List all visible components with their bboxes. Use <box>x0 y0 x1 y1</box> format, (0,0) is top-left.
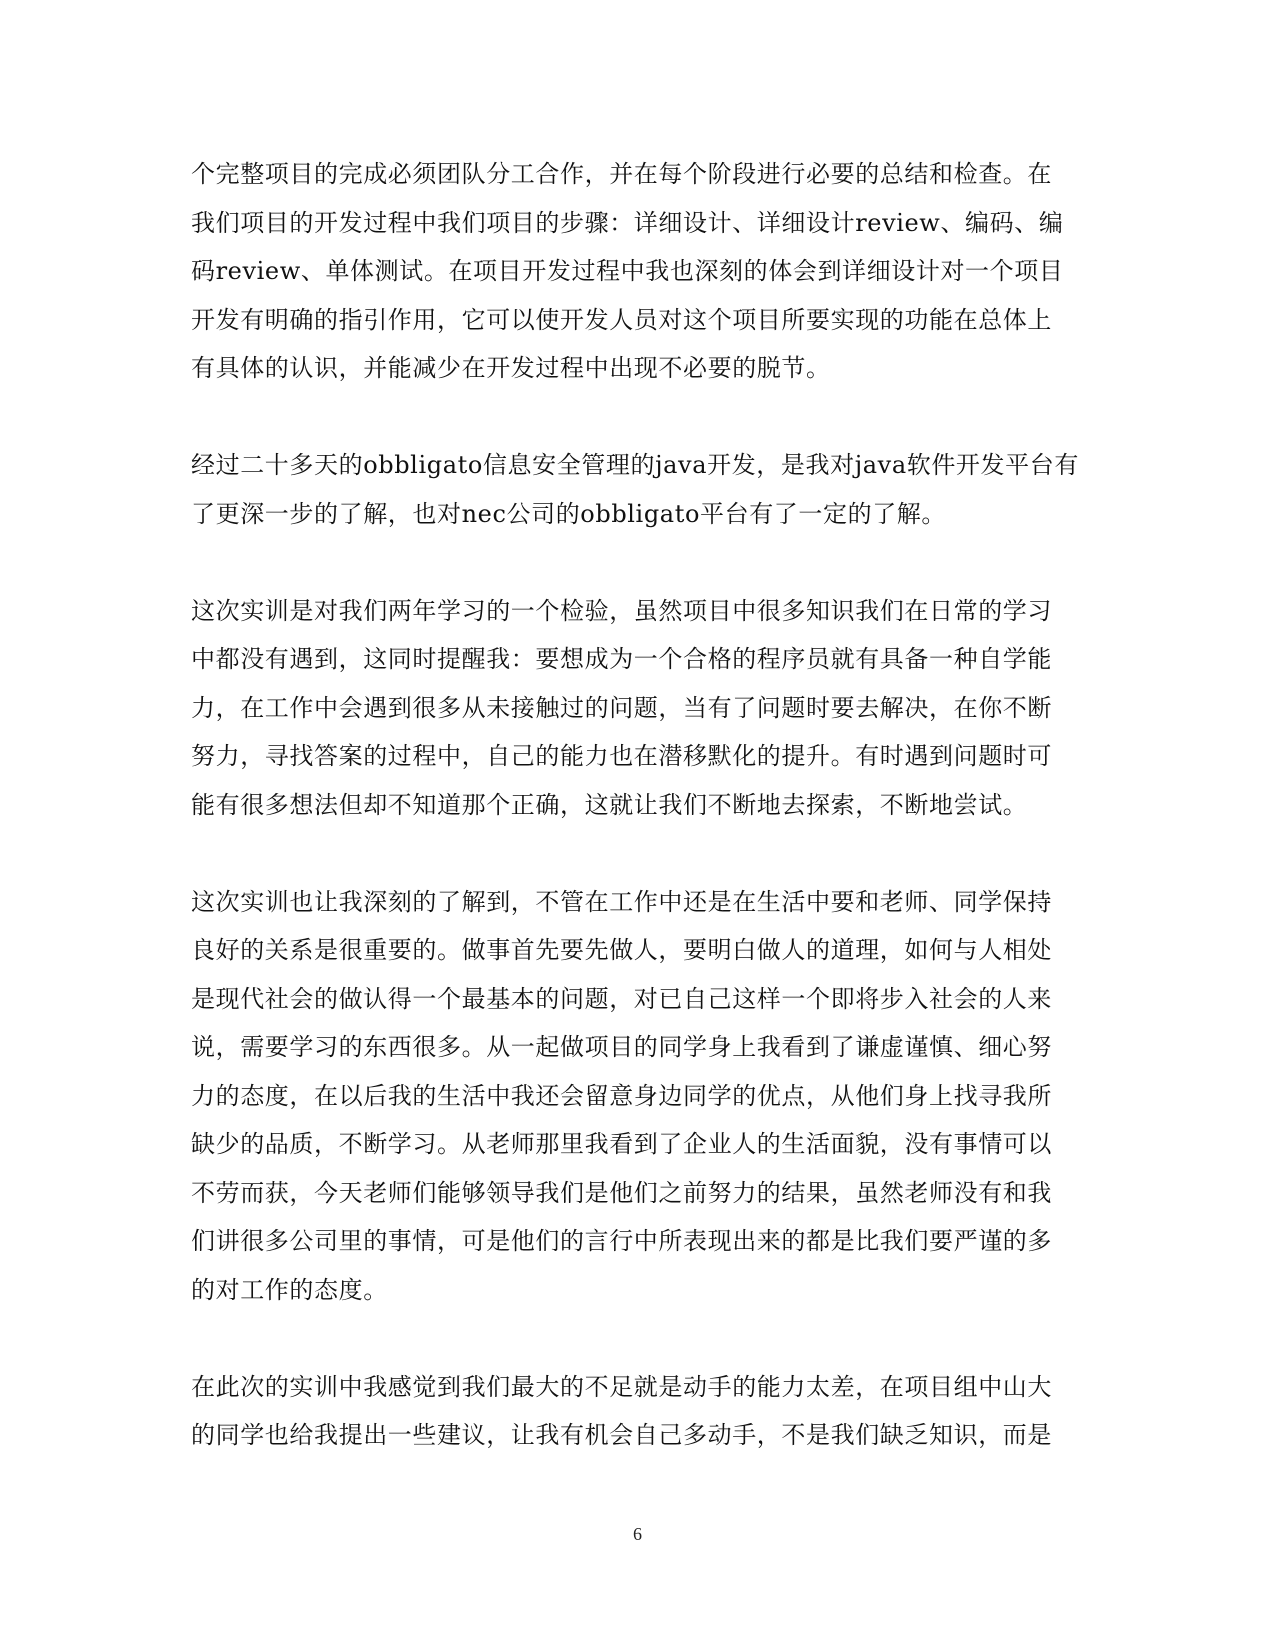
text-line: 这次实训是对我们两年学习的一个检验，虽然项目中很多知识我们在日常的学习 <box>191 596 1052 625</box>
text-line: 的同学也给我提出一些建议，让我有机会自己多动手，不是我们缺乏知识，而是 <box>191 1421 1052 1449</box>
text-line: 良好的关系是很重要的。做事首先要先做人，要明白做人的道理，如何与人相处 <box>191 936 1052 964</box>
text-line: 开发有明确的指引作用，它可以使开发人员对这个项目所要实现的功能在总体上 <box>191 305 1052 334</box>
text-line: 不劳而获，今天老师们能够领导我们是他们之前努力的结果，虽然老师没有和我 <box>191 1178 1052 1207</box>
document-body <box>191 150 1081 1460</box>
paragraph-1 <box>191 150 1081 393</box>
text-line: 码review、单体测试。在项目开发过程中我也深刻的体会到详细设计对一个项目 <box>191 257 1064 285</box>
text-line: 有具体的认识，并能减少在开发过程中出现不必要的脱节。 <box>191 354 831 382</box>
text-line: 是现代社会的做认得一个最基本的问题，对已自己这样一个即将步入社会的人来 <box>191 984 1052 1013</box>
text-line: 力的态度，在以后我的生活中我还会留意身边同学的优点，从他们身上找寻我所 <box>191 1081 1052 1110</box>
paragraph-5 <box>191 1363 1081 1460</box>
text-line: 的对工作的态度。 <box>191 1275 388 1304</box>
text-line: 们讲很多公司里的事情，可是他们的言行中所表现出来的都是比我们要严谨的多 <box>191 1227 1052 1255</box>
text-line: 在此次的实训中我感觉到我们最大的不足就是动手的能力太差，在项目组中山大 <box>191 1372 1052 1401</box>
paragraph-gap <box>191 538 1081 587</box>
text-line: 能有很多想法但却不知道那个正确，这就让我们不断地去探索，不断地尝试。 <box>191 790 1028 819</box>
text-line: 力，在工作中会遇到很多从未接触过的问题，当有了问题时要去解决，在你不断 <box>191 693 1052 722</box>
text-line: 个完整项目的完成必须团队分工合作，并在每个阶段进行必要的总结和检查。在 <box>191 160 1052 188</box>
paragraph-gap <box>191 1314 1081 1363</box>
paragraph-4 <box>191 878 1081 1315</box>
text-line: 经过二十多天的obbligato信息安全管理的java开发，是我对java软件开发平台有 <box>191 451 1079 479</box>
text-line: 说，需要学习的东西很多。从一起做项目的同学身上我看到了谦虚谨慎、细心努 <box>191 1033 1052 1061</box>
text-line: 我们项目的开发过程中我们项目的步骤：详细设计、详细设计review、编码、编 <box>191 208 1064 237</box>
paragraph-gap <box>191 393 1081 442</box>
paragraph-3 <box>191 587 1081 830</box>
text-line: 中都没有遇到，这同时提醒我：要想成为一个合格的程序员就有具备一种自学能 <box>191 645 1052 673</box>
text-line: 缺少的品质，不断学习。从老师那里我看到了企业人的生活面貌，没有事情可以 <box>191 1130 1052 1158</box>
text-line: 了更深一步的了解，也对nec公司的obbligato平台有了一定的了解。 <box>191 499 946 528</box>
paragraph-gap <box>191 829 1081 878</box>
text-line: 努力，寻找答案的过程中，自己的能力也在潜移默化的提升。有时遇到问题时可 <box>191 742 1052 770</box>
paragraph-2 <box>191 441 1081 538</box>
page-number: 6 <box>633 1524 642 1544</box>
text-line: 这次实训也让我深刻的了解到，不管在工作中还是在生活中要和老师、同学保持 <box>191 887 1052 916</box>
